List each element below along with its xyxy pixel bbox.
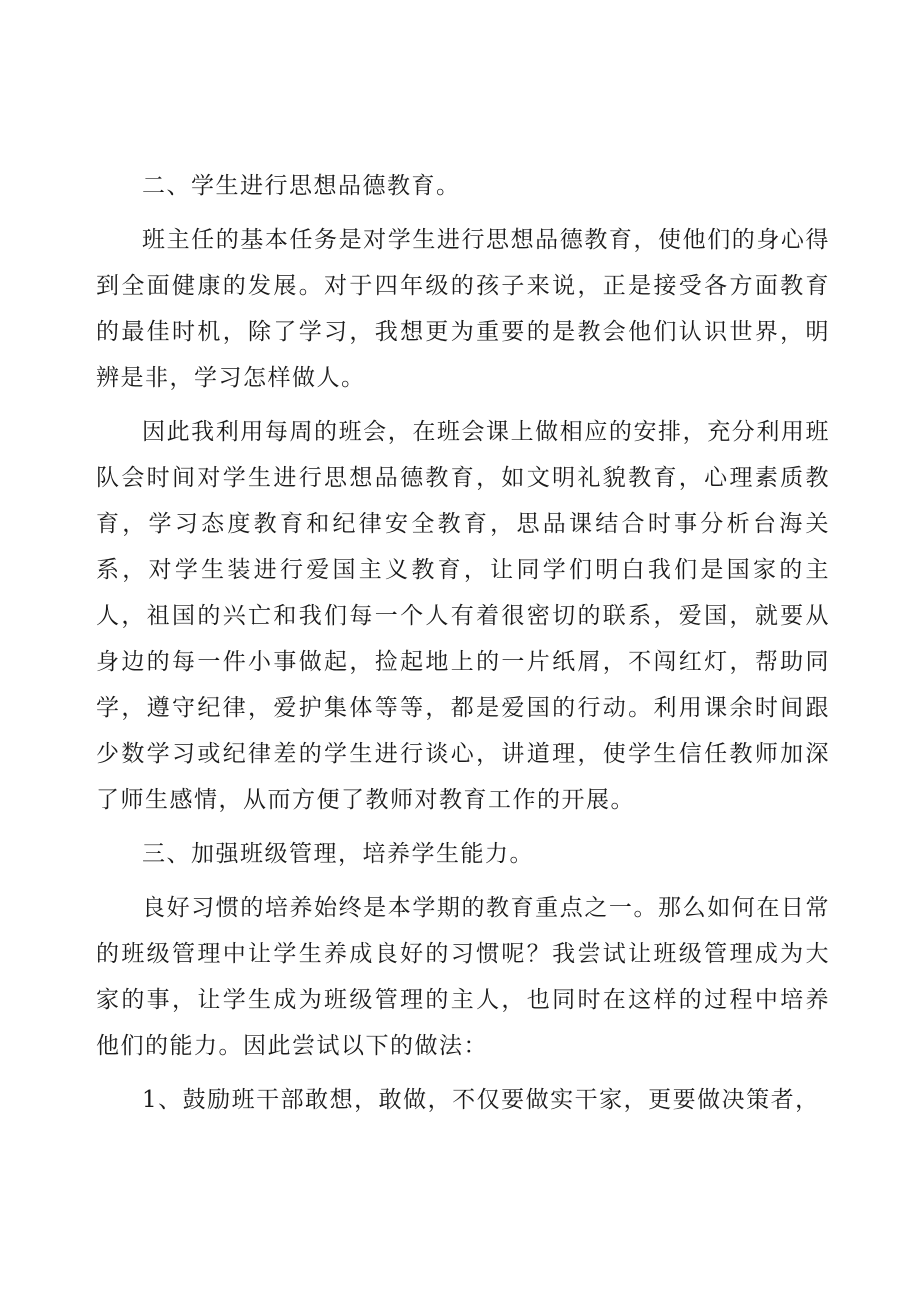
section-heading-3: 三、加强班级管理，培养学生能力。 (142, 841, 534, 867)
paragraph-1: 班主任的基本任务是对学生进行思想品德教育，使他们的身心得到全面健康的发展。对于四年级的孩子来说，正是接受各方面教育的最佳时机，除了学习，我想更为重要的是教会他们认识世界，明辨是非，学习怎样做人。 (96, 227, 830, 391)
paragraph-3: 良好习惯的培养始终是本学期的教育重点之一。那么如何在日常的班级管理中让学生养成良好的习惯呢？我尝试让班级管理成为大家的事，让学生成为班级管理的主人，也同时在这样的过程中培养他们的能力。因此尝试以下的做法： (96, 895, 830, 1059)
section-heading-2: 二、学生进行思想品德教育。 (142, 173, 461, 199)
document-body (96, 163, 830, 1123)
list-item-1: 1、鼓励班干部敢想，敢做，不仅要做实干家，更要做决策者， (142, 1087, 820, 1113)
paragraph-2: 因此我利用每周的班会，在班会课上做相应的安排，充分利用班队会时间对学生进行思想品德教育，如文明礼貌教育，心理素质教育，学习态度教育和纪律安全教育，思品课结合时事分析台海关系，对学生装进行爱国主义教育，让同学们明白我们是国家的主人，祖国的兴亡和我们每一个人有着很密切的联系，爱国，就要从身边的每一件小事做起，捡起地上的一片纸屑，不闯红灯，帮助同学，遵守纪律，爱护集体等等，都是爱国的行动。利用课余时间跟少数学习或纪律差的学生进行谈心，讲道理，使学生信任教师加深了师生感情，从而方便了教师对教育工作的开展。 (96, 419, 830, 813)
